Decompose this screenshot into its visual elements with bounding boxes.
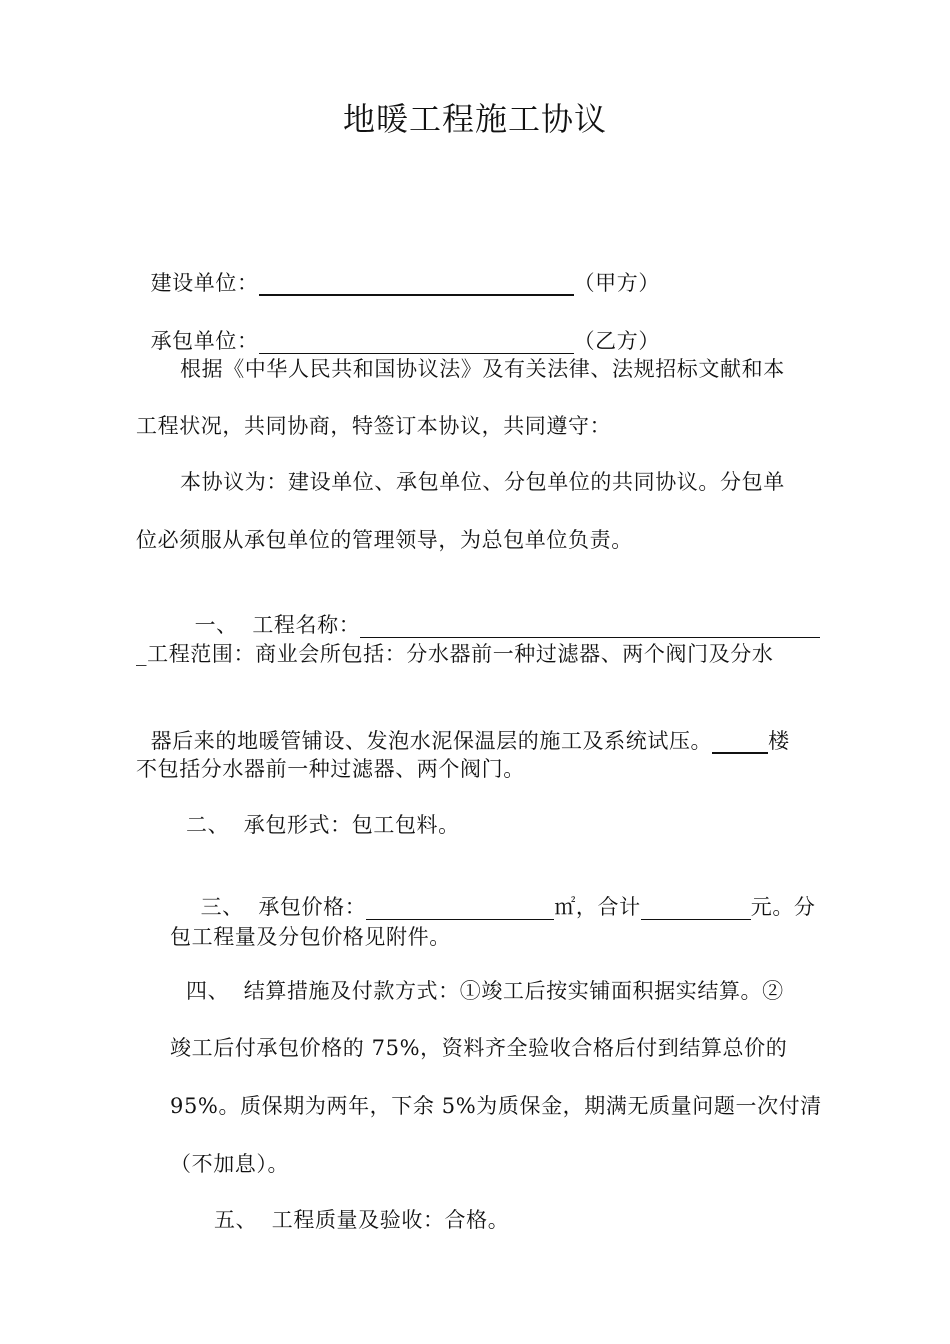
party-a-blank[interactable] [259, 272, 574, 296]
project-name-blank[interactable] [360, 615, 820, 638]
item1-line3 [136, 696, 790, 756]
para1-line2: 工程状况，共同协商，特签订本协议，共同遵守： [136, 414, 612, 438]
item5-line: 五、 工程质量及验收：合格。 [214, 1208, 510, 1232]
party-b-line [136, 296, 660, 356]
party-b-suffix: （乙方） [573, 329, 660, 353]
item1-line3-tail: 楼 [768, 729, 790, 753]
total-blank[interactable] [641, 897, 751, 920]
item4-line4: （不加息）。 [170, 1152, 290, 1176]
party-b-label: 承包单位： [150, 329, 259, 353]
para1-line1: 根据《中华人民共和国协议法》及有关法律、法规招标文献和本 [180, 357, 785, 381]
item4-line3: 95%。质保期为两年，下余 5%为质保金，期满无质量问题一次付清 [170, 1094, 822, 1118]
item4-line1: 四、 结算措施及付款方式：①竣工后按实铺面积据实结算。② [186, 979, 784, 1003]
price-blank[interactable] [366, 897, 554, 920]
item3-tail: 元。分 [750, 895, 816, 919]
para2-line2: 位必须服从承包单位的管理领导，为总包单位负责。 [136, 528, 633, 552]
item1-label: 一、 工程名称： [194, 613, 361, 637]
party-a-suffix: （甲方） [573, 271, 660, 295]
party-a-line [136, 238, 660, 298]
item2-line: 二、 承包形式：包工包料。 [186, 813, 460, 837]
party-a-label: 建设单位： [150, 271, 259, 295]
item3-label: 三、 承包价格： [200, 895, 367, 919]
item3-unit: ㎡，合计 [554, 895, 641, 919]
item1-line4: 不包括分水器前一种过滤器、两个阀门。 [136, 757, 525, 781]
party-b-blank[interactable] [259, 331, 574, 354]
item1-line2: _工程范围：商业会所包括：分水器前一种过滤器、两个阀门及分水 [136, 642, 774, 666]
item3-line2: 包工程量及分包价格见附件。 [170, 925, 451, 949]
para2-line1: 本协议为：建设单位、承包单位、分包单位的共同协议。分包单 [180, 470, 785, 494]
item1-line3-text: 器后来的地暖管铺设、发泡水泥保温层的施工及系统试压。 [150, 729, 713, 753]
item3-line1 [186, 862, 816, 922]
item4-line2: 竣工后付承包价格的 75%，资料齐全验收合格后付到结算总价的 [170, 1036, 788, 1060]
item1-line1 [180, 580, 820, 640]
building-blank[interactable] [712, 730, 768, 754]
document-title: 地暖工程施工协议 [342, 100, 607, 138]
